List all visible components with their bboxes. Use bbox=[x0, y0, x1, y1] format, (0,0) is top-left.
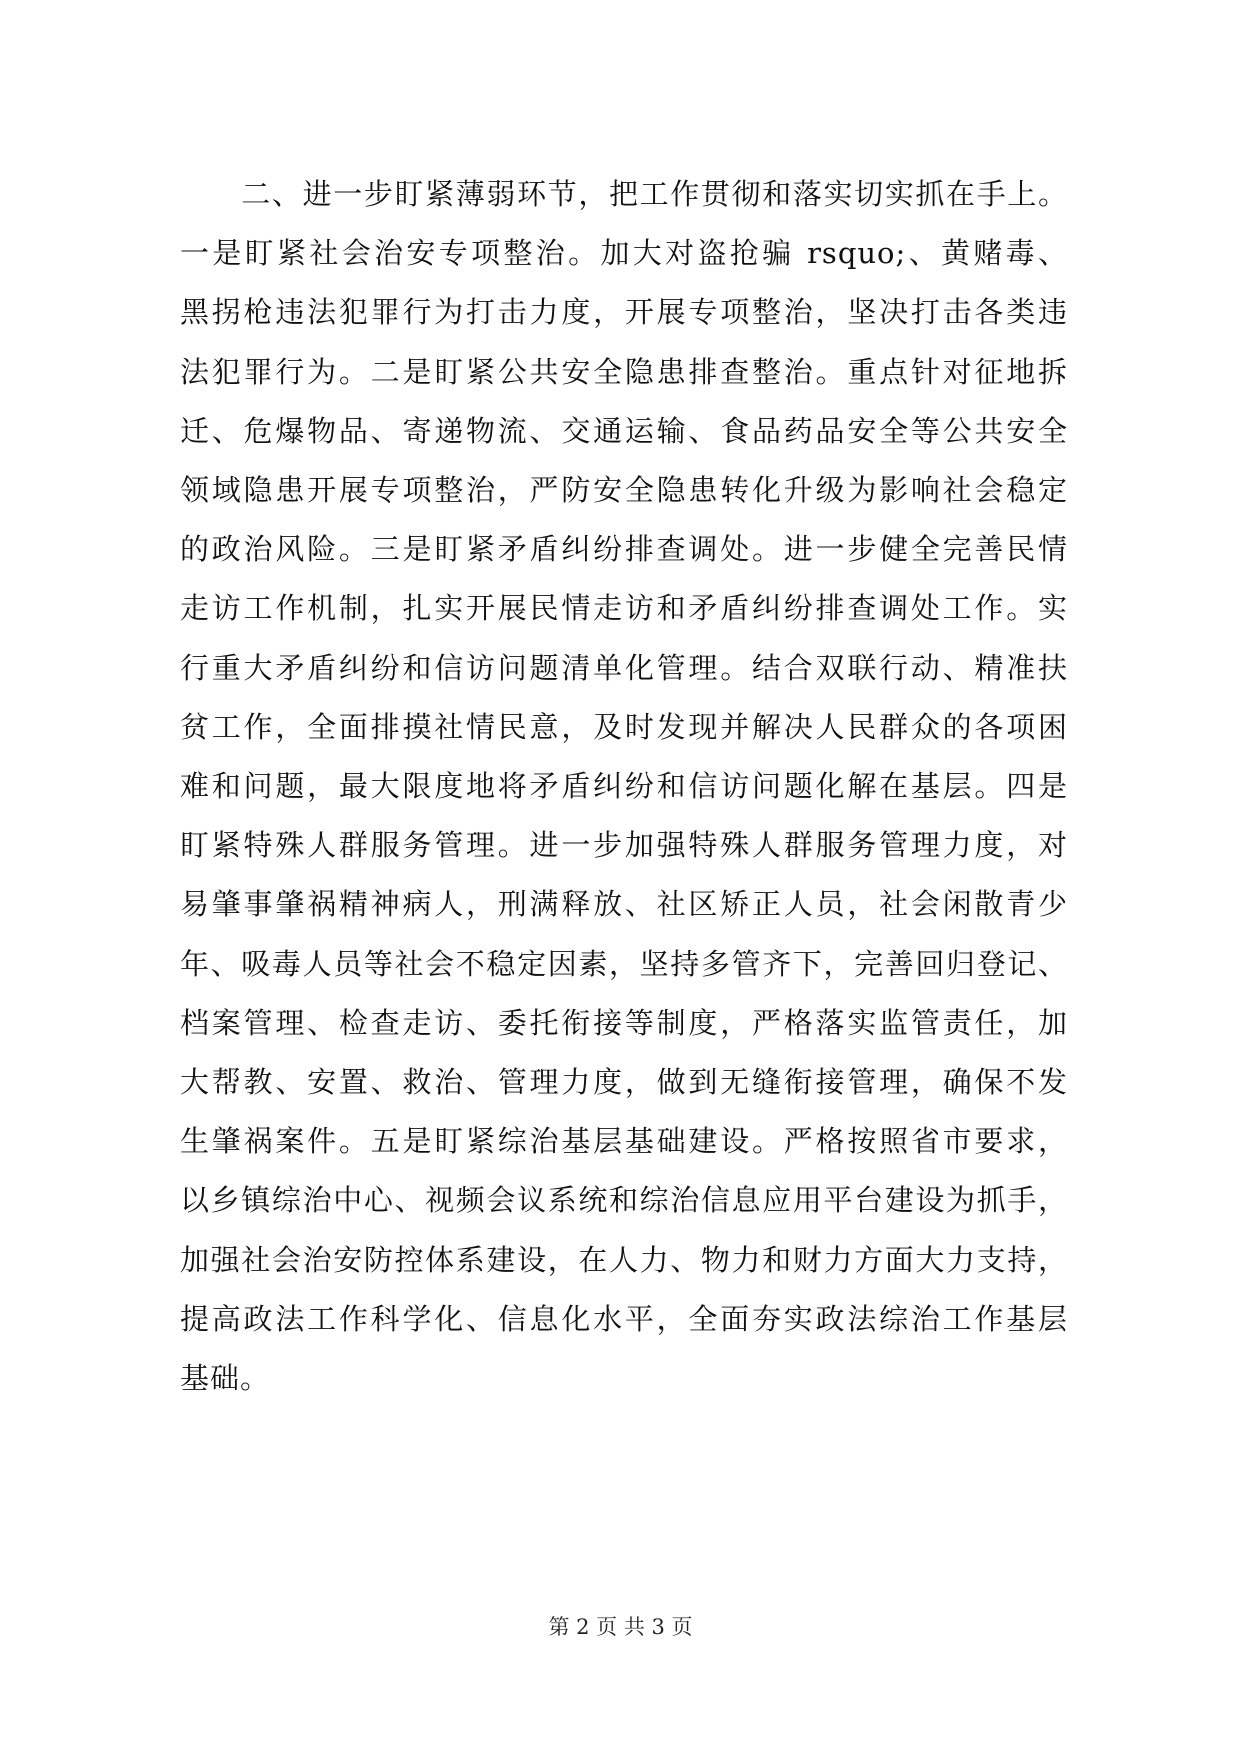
paragraph-line: 基础。 bbox=[180, 1361, 271, 1396]
paragraph-line: 难和问题，最大限度地将矛盾纠纷和信访问题化解在基层。四是 bbox=[180, 769, 1068, 804]
paragraph-line: 一是盯紧社会治安专项整治。加大对盗抢骗 rsquo;、黄赌毒、 bbox=[180, 236, 1068, 271]
paragraph-line: 走访工作机制，扎实开展民情走访和矛盾纠纷排查调处工作。实 bbox=[180, 591, 1068, 626]
paragraph-line: 领域隐患开展专项整治，严防安全隐患转化升级为影响社会稳定 bbox=[180, 473, 1068, 508]
paragraph-line: 易肇事肇祸精神病人，刑满释放、社区矫正人员，社会闲散青少 bbox=[180, 887, 1068, 922]
body-paragraph bbox=[180, 165, 1068, 1408]
paragraph-line: 生肇祸案件。五是盯紧综治基层基础建设。严格按照省市要求， bbox=[180, 1124, 1068, 1159]
paragraph-line: 年、吸毒人员等社会不稳定因素，坚持多管齐下，完善回归登记、 bbox=[180, 946, 1068, 981]
paragraph-line: 加强社会治安防控体系建设，在人力、物力和财力方面大力支持， bbox=[180, 1242, 1068, 1277]
paragraph-line: 的政治风险。三是盯紧矛盾纠纷排查调处。进一步健全完善民情 bbox=[180, 532, 1068, 567]
paragraph-line: 盯紧特殊人群服务管理。进一步加强特殊人群服务管理力度，对 bbox=[180, 828, 1068, 863]
page-number-footer: 第 2 页 共 3 页 bbox=[548, 1615, 693, 1639]
paragraph-line: 以乡镇综治中心、视频会议系统和综治信息应用平台建设为抓手， bbox=[180, 1183, 1068, 1218]
paragraph-line: 二、进一步盯紧薄弱环节，把工作贯彻和落实切实抓在手上。 bbox=[180, 177, 1068, 211]
paragraph-line: 档案管理、检查走访、委托衔接等制度，严格落实监管责任，加 bbox=[180, 1005, 1068, 1040]
paragraph-line: 法犯罪行为。二是盯紧公共安全隐患排查整治。重点针对征地拆 bbox=[180, 354, 1068, 389]
paragraph-line: 大帮教、安置、救治、管理力度，做到无缝衔接管理，确保不发 bbox=[180, 1065, 1068, 1100]
paragraph-line: 提高政法工作科学化、信息化水平，全面夯实政法综治工作基层 bbox=[180, 1301, 1068, 1336]
paragraph-line: 黑拐枪违法犯罪行为打击力度，开展专项整治，坚决打击各类违 bbox=[180, 295, 1068, 330]
paragraph-line: 迁、危爆物品、寄递物流、交通运输、食品药品安全等公共安全 bbox=[180, 413, 1068, 448]
paragraph-line: 行重大矛盾纠纷和信访问题清单化管理。结合双联行动、精准扶 bbox=[180, 650, 1068, 685]
paragraph-line: 贫工作，全面排摸社情民意，及时发现并解决人民群众的各项困 bbox=[180, 709, 1068, 744]
